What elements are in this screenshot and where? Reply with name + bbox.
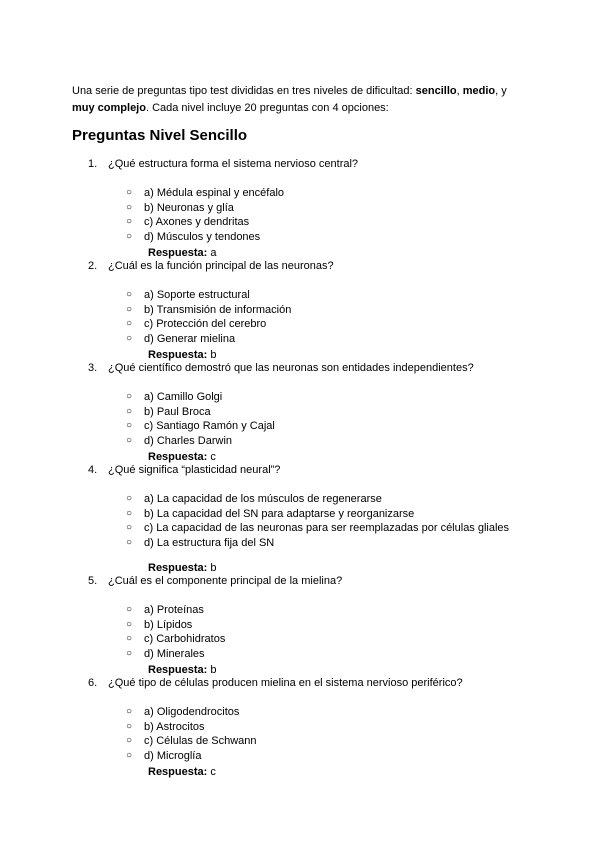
option-text: b) Paul Broca <box>144 405 211 418</box>
question-number: 5. <box>88 575 98 587</box>
answer-line <box>148 765 216 779</box>
option-text: c) Células de Schwann <box>144 735 257 748</box>
answer-value: b <box>210 349 217 361</box>
question-text: ¿Qué estructura forma el sistema nervioso central? <box>108 158 359 170</box>
answer-label: Respuesta: <box>148 766 208 778</box>
circle-bullet-icon: ○ <box>126 750 133 762</box>
circle-bullet-icon: ○ <box>126 216 133 228</box>
answer-value: c <box>210 766 216 778</box>
section-title: Preguntas Nivel Sencillo <box>72 127 248 144</box>
level-medio: medio <box>462 85 496 97</box>
circle-bullet-icon: ○ <box>126 405 133 417</box>
circle-bullet-icon: ○ <box>126 303 133 315</box>
question-text: ¿Qué significa “plasticidad neural”? <box>108 464 281 476</box>
answer-label: Respuesta: <box>148 562 208 574</box>
circle-bullet-icon: ○ <box>126 493 133 504</box>
circle-bullet-icon: ○ <box>126 507 133 519</box>
option-text: a) Oligodendrocitos <box>144 706 240 718</box>
option-text: d) La estructura fija del SN <box>144 537 275 550</box>
option-text: d) Charles Darwin <box>144 435 233 448</box>
question-number: 2. <box>88 260 98 272</box>
question-item <box>0 156 600 258</box>
question-item <box>0 360 600 462</box>
circle-bullet-icon: ○ <box>126 604 133 615</box>
intro-paragraph <box>72 83 532 117</box>
option-text: d) Minerales <box>144 648 205 661</box>
question-number: 6. <box>88 677 98 689</box>
answer-value: b <box>210 562 217 574</box>
circle-bullet-icon: ○ <box>126 333 133 345</box>
option-text: c) La capacidad de las neuronas para ser reemplazadas por células gliales <box>144 522 510 535</box>
circle-bullet-icon: ○ <box>126 187 133 198</box>
option-text: d) Microglía <box>144 750 202 763</box>
circle-bullet-icon: ○ <box>126 706 133 717</box>
option-text: a) Proteínas <box>144 604 204 616</box>
option-text: c) Santiago Ramón y Cajal <box>144 420 275 433</box>
circle-bullet-icon: ○ <box>126 648 133 660</box>
answer-label: Respuesta: <box>148 664 208 676</box>
answer-label: Respuesta: <box>148 247 208 259</box>
answer-value: c <box>210 451 216 463</box>
level-sencillo: sencillo <box>415 85 457 97</box>
question-text: ¿Qué tipo de células producen mielina en el sistema nervioso periférico? <box>108 677 463 689</box>
option-text: c) Carbohidratos <box>144 633 226 646</box>
question-number: 1. <box>88 158 98 170</box>
intro-text-start: Una serie de preguntas tipo test divididas en tres niveles de dificultad: <box>72 85 416 97</box>
option-text: d) Músculos y tendones <box>144 231 261 244</box>
question-text: ¿Cuál es el componente principal de la mielina? <box>108 575 343 587</box>
option-text: b) Lípidos <box>144 618 193 631</box>
option-text: a) Camillo Golgi <box>144 391 223 403</box>
circle-bullet-icon: ○ <box>126 391 133 402</box>
question-text: ¿Cuál es la función principal de las neuronas? <box>108 260 334 272</box>
intro-separator-1: , <box>456 85 463 97</box>
level-muy-complejo: muy complejo <box>72 102 146 114</box>
question-item <box>0 258 600 360</box>
question-item <box>0 573 600 675</box>
option-text: a) La capacidad de los músculos de regenerarse <box>144 493 382 505</box>
question-item <box>0 675 600 777</box>
option-text: a) Médula espinal y encéfalo <box>144 187 285 199</box>
answer-value: a <box>210 247 217 259</box>
question-list <box>0 156 600 777</box>
answer-value: b <box>210 664 217 676</box>
circle-bullet-icon: ○ <box>126 318 133 330</box>
option-text: b) La capacidad del SN para adaptarse y reorganizarse <box>144 507 415 520</box>
option-text: c) Protección del cerebro <box>144 318 267 331</box>
circle-bullet-icon: ○ <box>126 735 133 747</box>
circle-bullet-icon: ○ <box>126 420 133 432</box>
circle-bullet-icon: ○ <box>126 537 133 549</box>
option-text: b) Astrocitos <box>144 720 205 733</box>
intro-separator-2: , y <box>495 85 507 97</box>
question-number: 4. <box>88 464 98 476</box>
option-text: a) Soporte estructural <box>144 289 250 301</box>
question-item <box>0 462 600 573</box>
option-text: d) Generar mielina <box>144 333 236 346</box>
intro-text-end: . Cada nivel incluye 20 preguntas con 4 opciones: <box>145 102 389 114</box>
circle-bullet-icon: ○ <box>126 720 133 732</box>
option-text: c) Axones y dendritas <box>144 216 250 229</box>
option-text: b) Transmisión de información <box>144 303 292 316</box>
question-text: ¿Qué científico demostró que las neuronas son entidades independientes? <box>108 362 474 374</box>
circle-bullet-icon: ○ <box>126 201 133 213</box>
circle-bullet-icon: ○ <box>126 231 133 243</box>
circle-bullet-icon: ○ <box>126 435 133 447</box>
circle-bullet-icon: ○ <box>126 633 133 645</box>
answer-label: Respuesta: <box>148 349 208 361</box>
circle-bullet-icon: ○ <box>126 522 133 534</box>
circle-bullet-icon: ○ <box>126 289 133 300</box>
circle-bullet-icon: ○ <box>126 618 133 630</box>
question-number: 3. <box>88 362 98 374</box>
option-text: b) Neuronas y glía <box>144 201 234 214</box>
answer-label: Respuesta: <box>148 451 208 463</box>
